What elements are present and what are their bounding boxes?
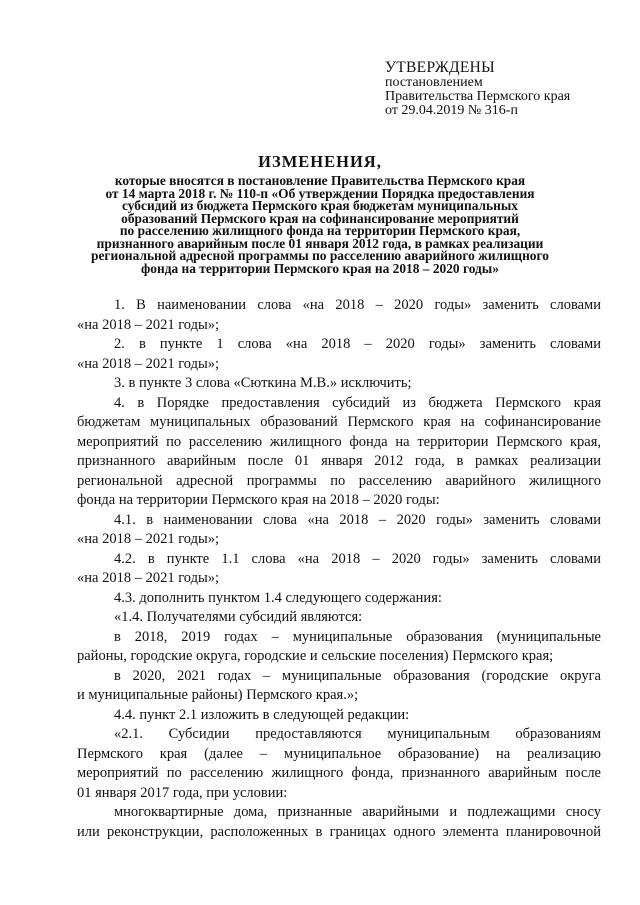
body-line: 3. в пункте 3 слова «Сюткина М.В.» исключить; bbox=[114, 375, 412, 391]
body-line: признанного аварийным после 01 января 2012 года, в рамках реализации bbox=[77, 453, 601, 469]
body-line: «на 2018 – 2021 годы»; bbox=[77, 570, 220, 586]
body-line: в 2020, 2021 годах – муниципальные образования (городские округа bbox=[114, 667, 601, 684]
body-line: «на 2018 – 2021 годы»; bbox=[77, 355, 220, 372]
body-line: 4.1. в наименовании слова «на 2018 – 2020 годы» заменить словами bbox=[114, 511, 601, 528]
subtitle-line: признанного аварийным после 01 января 2012 года, в рамках реализации bbox=[96, 235, 544, 251]
body-line: 4.3. дополнить пунктом 1.4 следующего содержания: bbox=[114, 589, 442, 606]
body-line: «1.4. Получателями субсидий являются: bbox=[114, 609, 363, 625]
body-line: 4.2. в пункте 1.1 слова «на 2018 – 2020 годы» заменить словами bbox=[114, 550, 601, 567]
body-line: «2.1. Субсидии предоставляются муниципальным образованиям bbox=[114, 726, 601, 742]
subtitle-line: по расселению жилищного фонда на территории Пермского края, bbox=[119, 223, 521, 238]
document-subtitle bbox=[60, 175, 580, 275]
subtitle-line: которые вносятся в постановление Правительства Пермского края bbox=[114, 173, 526, 188]
body-line: 01 января 2017 года, при условии: bbox=[77, 784, 288, 801]
body-line: или реконструкции, расположенных в границах одного элемента планировочной bbox=[77, 823, 601, 840]
approval-word: УТВЕРЖДЕНЫ bbox=[385, 59, 495, 76]
subtitle-line: субсидий из бюджета Пермского края бюджетам муниципальных bbox=[122, 198, 518, 213]
body-line: фонда на территории Пермского края на 2018 – 2020 годы: bbox=[77, 492, 440, 508]
body-line: мероприятий по расселению жилищного фонда, признанного аварийным после bbox=[77, 765, 601, 781]
subtitle-line: от 14 марта 2018 г. № 110-п «Об утверждении Порядка предоставления bbox=[105, 185, 535, 201]
subtitle-line: региональной адресной программы по расселению аварийного жилищного bbox=[91, 248, 549, 263]
body-line: 1. В наименовании слова «на 2018 – 2020 годы» заменить словами bbox=[114, 297, 601, 313]
body-line: 4. в Порядке предоставления субсидий из бюджета Пермского края bbox=[114, 394, 601, 411]
document-body bbox=[77, 296, 601, 842]
body-line: «на 2018 – 2021 годы»; bbox=[77, 531, 220, 547]
approval-line-1: постановлением bbox=[385, 75, 483, 90]
body-line: 2. в пункте 1 слова «на 2018 – 2020 годы» заменить словами bbox=[114, 336, 601, 352]
body-line: Пермского края (далее – муниципальное образование) на реализацию bbox=[77, 745, 601, 762]
document-title: ИЗМЕНЕНИЯ, bbox=[258, 152, 382, 171]
approval-stamp bbox=[385, 60, 625, 118]
approval-line-3: от 29.04.2019 № 316-п bbox=[385, 103, 518, 118]
body-line: бюджетам муниципальных образований Пермского края на софинансирование bbox=[77, 414, 601, 430]
subtitle-line: образований Пермского края на софинансирование мероприятий bbox=[121, 210, 519, 226]
approval-line-2: Правительства Пермского края bbox=[385, 89, 571, 104]
body-line: «на 2018 – 2021 годы»; bbox=[77, 316, 220, 333]
body-line: и муниципальные районы) Пермского края.»; bbox=[77, 687, 359, 703]
body-line: региональной адресной программы по расселению аварийного жилищного bbox=[77, 472, 601, 489]
body-line: мероприятий по расселению жилищного фонда на территории Пермского края, bbox=[77, 433, 601, 450]
body-line: многоквартирные дома, признанные аварийными и подлежащими сносу bbox=[114, 804, 601, 820]
body-line: 4.4. пункт 2.1 изложить в следующей редакции: bbox=[114, 706, 410, 723]
body-line: районы, городские округа, городские и сельские поселения) Пермского края; bbox=[77, 648, 554, 664]
body-line: в 2018, 2019 годах – муниципальные образования (муниципальные bbox=[114, 628, 601, 645]
subtitle-line: фонда на территории Пермского края на 2018 – 2020 годы» bbox=[141, 260, 499, 276]
